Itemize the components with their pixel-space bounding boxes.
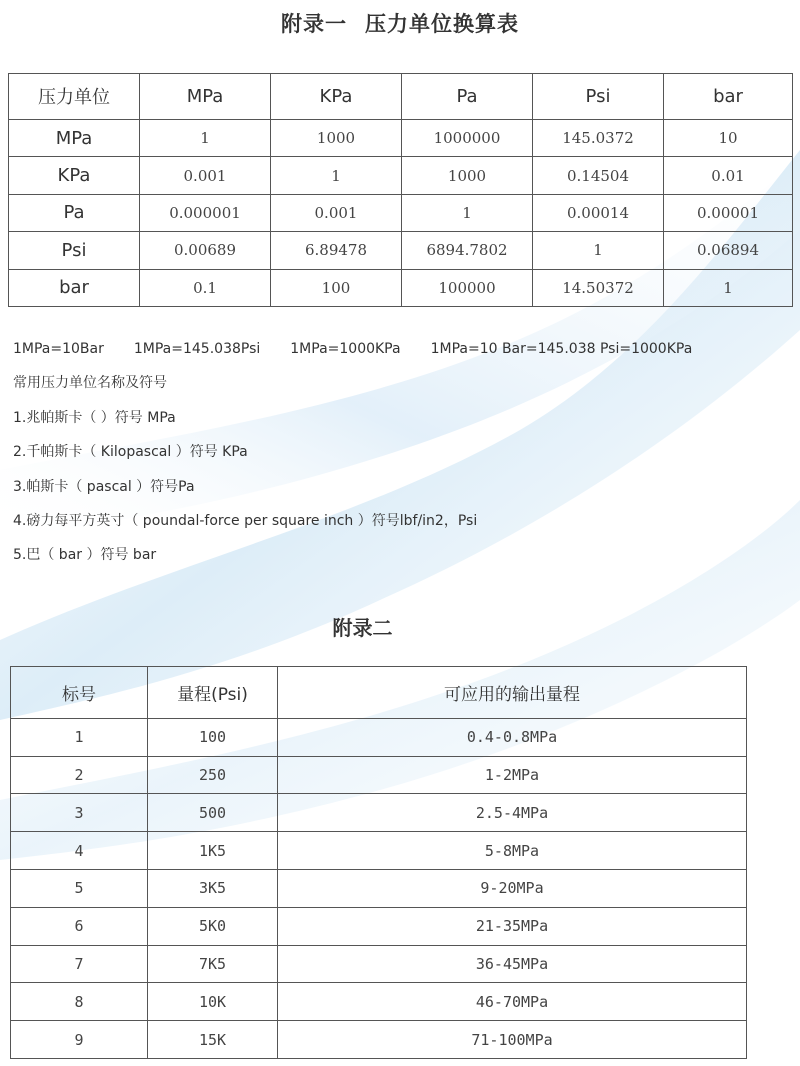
table-cell: 6894.7802 xyxy=(402,232,533,269)
table-cell: 15K xyxy=(148,1021,278,1059)
note-item: 2.千帕斯卡（ Kilopascal ）符号 KPa xyxy=(13,444,248,461)
formula-line xyxy=(13,338,722,372)
table-cell: 0.00689 xyxy=(140,232,271,269)
table-cell: 1 xyxy=(140,119,271,156)
table-cell: 4 xyxy=(11,832,148,870)
header-cell: 压力单位 xyxy=(9,74,140,120)
table-cell: 1000000 xyxy=(402,119,533,156)
table-cell: 5K0 xyxy=(148,907,278,945)
table-cell: 1 xyxy=(664,269,793,306)
row-header-cell: bar xyxy=(9,269,140,306)
header-cell: Pa xyxy=(402,74,533,120)
table-cell: 0.01 xyxy=(664,157,793,194)
table-cell: 0.001 xyxy=(140,157,271,194)
note-item: 1.兆帕斯卡（ ）符号 MPa xyxy=(13,409,176,426)
header-cell: Psi xyxy=(533,74,664,120)
table-row xyxy=(11,718,747,756)
table-row xyxy=(9,157,793,194)
table-cell: 0.4-0.8MPa xyxy=(278,718,747,756)
table-row xyxy=(9,119,793,156)
header-cell: KPa xyxy=(271,74,402,120)
table-cell: 145.0372 xyxy=(533,119,664,156)
header-cell: MPa xyxy=(140,74,271,120)
appendix1-title-label: 附录一 xyxy=(281,12,347,36)
formula-text: 1MPa=10 Bar=145.038 Psi=1000KPa xyxy=(430,341,693,357)
table-header-row xyxy=(9,74,793,120)
formula-text: 1MPa=145.038Psi xyxy=(133,341,261,357)
table-row xyxy=(11,832,747,870)
table-row xyxy=(9,194,793,231)
table-cell: 0.14504 xyxy=(533,157,664,194)
appendix2-title: 附录二 xyxy=(332,616,393,640)
pressure-conversion-table xyxy=(8,73,793,307)
table-cell: 500 xyxy=(148,794,278,832)
table-cell: 2 xyxy=(11,756,148,794)
table-cell: 0.00001 xyxy=(664,194,793,231)
table-cell: 10K xyxy=(148,983,278,1021)
table-cell: 71-100MPa xyxy=(278,1021,747,1059)
table-row xyxy=(11,756,747,794)
row-header-cell: MPa xyxy=(9,119,140,156)
header-cell: 量程(Psi) xyxy=(148,667,278,719)
table-row xyxy=(11,794,747,832)
table-header-row xyxy=(11,667,747,719)
table-cell: 10 xyxy=(664,119,793,156)
table-cell: 3K5 xyxy=(148,869,278,907)
table-row xyxy=(11,1021,747,1059)
unit-notes xyxy=(13,338,722,579)
table-cell: 0.001 xyxy=(271,194,402,231)
table-cell: 1000 xyxy=(271,119,402,156)
table-cell: 6 xyxy=(11,907,148,945)
table-row xyxy=(11,907,747,945)
table-cell: 250 xyxy=(148,756,278,794)
table-cell: 1K5 xyxy=(148,832,278,870)
notes-heading: 常用压力单位名称及符号 xyxy=(13,375,167,392)
table-cell: 7 xyxy=(11,945,148,983)
table-cell: 1 xyxy=(11,718,148,756)
header-cell: 标号 xyxy=(11,667,148,719)
table-row xyxy=(9,232,793,269)
table-cell: 3 xyxy=(11,794,148,832)
row-header-cell: KPa xyxy=(9,157,140,194)
row-header-cell: Psi xyxy=(9,232,140,269)
range-table xyxy=(10,666,747,1059)
appendix1-title xyxy=(0,8,800,38)
table-cell: 14.50372 xyxy=(533,269,664,306)
row-header-cell: Pa xyxy=(9,194,140,231)
note-item: 3.帕斯卡（ pascal ）符号Pa xyxy=(13,478,195,495)
table-cell: 9-20MPa xyxy=(278,869,747,907)
table-cell: 0.06894 xyxy=(664,232,793,269)
table-cell: 36-45MPa xyxy=(278,945,747,983)
table-cell: 1-2MPa xyxy=(278,756,747,794)
table-cell: 6.89478 xyxy=(271,232,402,269)
table-cell: 5-8MPa xyxy=(278,832,747,870)
table-cell: 1 xyxy=(533,232,664,269)
table-cell: 0.00014 xyxy=(533,194,664,231)
note-item: 4.磅力每平方英寸（ poundal-force per square inch ）符号lbf/in2，Psi xyxy=(13,512,478,529)
table-cell: 2.5-4MPa xyxy=(278,794,747,832)
header-cell: 可应用的输出量程 xyxy=(278,667,747,719)
table-cell: 1000 xyxy=(402,157,533,194)
table-row xyxy=(11,869,747,907)
table-cell: 1 xyxy=(402,194,533,231)
table-row xyxy=(11,983,747,1021)
table-cell: 8 xyxy=(11,983,148,1021)
table-cell: 100 xyxy=(271,269,402,306)
table-row xyxy=(11,945,747,983)
table-cell: 7K5 xyxy=(148,945,278,983)
table-cell: 46-70MPa xyxy=(278,983,747,1021)
header-cell: bar xyxy=(664,74,793,120)
table-cell: 21-35MPa xyxy=(278,907,747,945)
table-cell: 0.000001 xyxy=(140,194,271,231)
table-cell: 9 xyxy=(11,1021,148,1059)
formula-text: 1MPa=10Bar xyxy=(13,341,104,357)
table-row xyxy=(9,269,793,306)
table-cell: 100000 xyxy=(402,269,533,306)
table-cell: 5 xyxy=(11,869,148,907)
table-cell: 0.1 xyxy=(140,269,271,306)
appendix1-title-text: 压力单位换算表 xyxy=(365,12,519,36)
table-cell: 1 xyxy=(271,157,402,194)
table-cell: 100 xyxy=(148,718,278,756)
note-item: 5.巴（ bar ）符号 bar xyxy=(13,547,157,564)
formula-text: 1MPa=1000KPa xyxy=(290,341,401,357)
